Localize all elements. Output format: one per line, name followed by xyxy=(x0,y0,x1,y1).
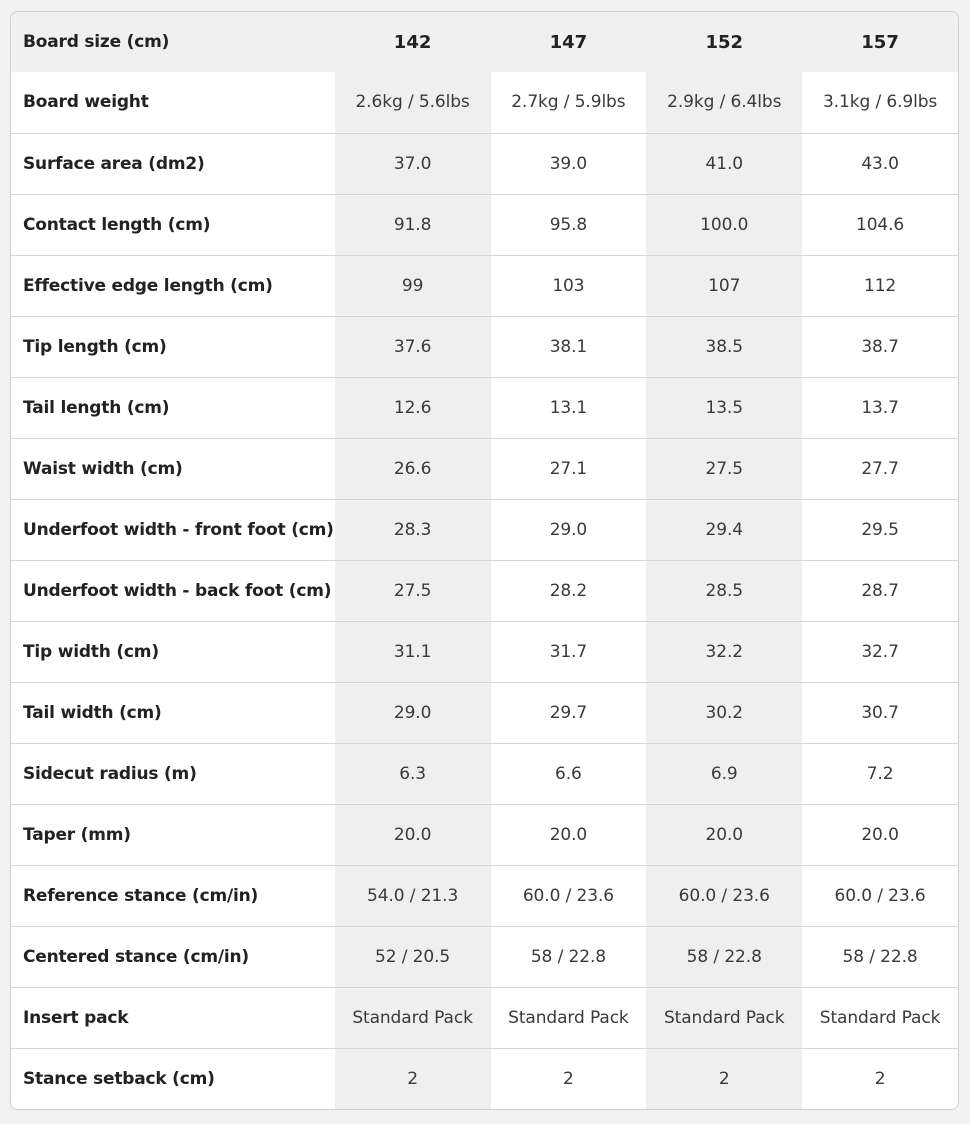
row-label: Underfoot width - front foot (cm) xyxy=(11,499,335,560)
row-label: Reference stance (cm/in) xyxy=(11,865,335,926)
table-row xyxy=(11,865,958,926)
row-label: Board weight xyxy=(11,72,335,133)
cell-size-147: 27.1 xyxy=(491,438,647,499)
cell-size-152: 100.0 xyxy=(646,194,802,255)
row-label: Contact length (cm) xyxy=(11,194,335,255)
table-body xyxy=(11,72,958,1109)
table-row xyxy=(11,560,958,621)
cell-size-157: 28.7 xyxy=(802,560,958,621)
cell-size-142: 26.6 xyxy=(335,438,491,499)
cell-size-152: 2.9kg / 6.4lbs xyxy=(646,72,802,133)
row-label: Tip width (cm) xyxy=(11,621,335,682)
cell-size-147: Standard Pack xyxy=(491,987,647,1048)
cell-size-147: 39.0 xyxy=(491,133,647,194)
table-row xyxy=(11,316,958,377)
table-row xyxy=(11,499,958,560)
cell-size-142: 27.5 xyxy=(335,560,491,621)
header-size-152: 152 xyxy=(705,31,744,53)
cell-size-142: 12.6 xyxy=(335,377,491,438)
cell-size-142: 37.0 xyxy=(335,133,491,194)
cell-size-152: 29.4 xyxy=(646,499,802,560)
row-label: Tip length (cm) xyxy=(11,316,335,377)
cell-size-142: 2 xyxy=(335,1048,491,1109)
cell-size-152: 58 / 22.8 xyxy=(646,926,802,987)
cell-size-157: 60.0 / 23.6 xyxy=(802,865,958,926)
cell-size-157: 3.1kg / 6.9lbs xyxy=(802,72,958,133)
cell-size-142: 31.1 xyxy=(335,621,491,682)
row-label: Sidecut radius (m) xyxy=(11,743,335,804)
row-label: Taper (mm) xyxy=(11,804,335,865)
cell-size-142: 2.6kg / 5.6lbs xyxy=(335,72,491,133)
cell-size-147: 58 / 22.8 xyxy=(491,926,647,987)
table-header-row xyxy=(11,12,958,72)
cell-size-152: 38.5 xyxy=(646,316,802,377)
row-label: Tail width (cm) xyxy=(11,682,335,743)
cell-size-152: 107 xyxy=(646,255,802,316)
cell-size-147: 31.7 xyxy=(491,621,647,682)
cell-size-152: 6.9 xyxy=(646,743,802,804)
row-label: Surface area (dm2) xyxy=(11,133,335,194)
row-label: Stance setback (cm) xyxy=(23,1068,215,1089)
header-size-147: 147 xyxy=(549,31,588,53)
table-row xyxy=(11,377,958,438)
cell-size-157: 38.7 xyxy=(802,316,958,377)
cell-size-152: 28.5 xyxy=(646,560,802,621)
row-label: Underfoot width - back foot (cm) xyxy=(11,560,335,621)
table-row xyxy=(11,72,958,133)
cell-size-157: 29.5 xyxy=(802,499,958,560)
row-label: Insert pack xyxy=(11,987,335,1048)
cell-size-152: 2 xyxy=(646,1048,802,1109)
cell-size-152: 60.0 / 23.6 xyxy=(646,865,802,926)
cell-size-157: 32.7 xyxy=(802,621,958,682)
cell-size-152: 27.5 xyxy=(646,438,802,499)
cell-size-157: 7.2 xyxy=(802,743,958,804)
cell-size-142: 52 / 20.5 xyxy=(335,926,491,987)
cell-size-157: 20.0 xyxy=(802,804,958,865)
cell-size-142: 99 xyxy=(335,255,491,316)
table-row xyxy=(11,743,958,804)
cell-size-152: 32.2 xyxy=(646,621,802,682)
cell-size-142: Standard Pack xyxy=(335,987,491,1048)
cell-size-147: 20.0 xyxy=(491,804,647,865)
table-row xyxy=(11,804,958,865)
cell-size-147: 95.8 xyxy=(491,194,647,255)
table-row xyxy=(11,682,958,743)
cell-size-157: 2 xyxy=(874,1068,886,1089)
cell-size-157: 30.7 xyxy=(802,682,958,743)
cell-size-142: 28.3 xyxy=(335,499,491,560)
cell-size-147: 13.1 xyxy=(491,377,647,438)
specs-table-container xyxy=(10,11,959,1110)
cell-size-152: 30.2 xyxy=(646,682,802,743)
cell-size-157: 13.7 xyxy=(802,377,958,438)
cell-size-157: 43.0 xyxy=(802,133,958,194)
cell-size-142: 29.0 xyxy=(335,682,491,743)
cell-size-157: 104.6 xyxy=(802,194,958,255)
row-label: Tail length (cm) xyxy=(11,377,335,438)
cell-size-152: 13.5 xyxy=(646,377,802,438)
cell-size-152: Standard Pack xyxy=(646,987,802,1048)
cell-size-147: 38.1 xyxy=(491,316,647,377)
table-row xyxy=(11,926,958,987)
board-specs-table xyxy=(11,12,958,1109)
cell-size-147: 2.7kg / 5.9lbs xyxy=(491,72,647,133)
cell-size-147: 2 xyxy=(563,1068,574,1089)
table-row xyxy=(11,438,958,499)
cell-size-142: 91.8 xyxy=(335,194,491,255)
table-row xyxy=(11,621,958,682)
cell-size-157: 58 / 22.8 xyxy=(802,926,958,987)
cell-size-147: 103 xyxy=(491,255,647,316)
cell-size-142: 37.6 xyxy=(335,316,491,377)
cell-size-142: 20.0 xyxy=(335,804,491,865)
cell-size-152: 41.0 xyxy=(646,133,802,194)
cell-size-157: 27.7 xyxy=(802,438,958,499)
row-label: Waist width (cm) xyxy=(11,438,335,499)
cell-size-147: 29.7 xyxy=(491,682,647,743)
header-size-157: 157 xyxy=(861,31,899,53)
cell-size-147: 28.2 xyxy=(491,560,647,621)
cell-size-157: 112 xyxy=(802,255,958,316)
table-row xyxy=(11,987,958,1048)
header-label: Board size (cm) xyxy=(23,32,170,52)
cell-size-142: 6.3 xyxy=(335,743,491,804)
cell-size-147: 60.0 / 23.6 xyxy=(491,865,647,926)
table-row xyxy=(11,1048,958,1109)
cell-size-152: 20.0 xyxy=(646,804,802,865)
cell-size-147: 29.0 xyxy=(491,499,647,560)
header-size-142: 142 xyxy=(393,31,432,53)
row-label: Effective edge length (cm) xyxy=(11,255,335,316)
row-label: Centered stance (cm/in) xyxy=(11,926,335,987)
table-row xyxy=(11,133,958,194)
cell-size-157: Standard Pack xyxy=(802,987,958,1048)
table-row xyxy=(11,194,958,255)
cell-size-147: 6.6 xyxy=(491,743,647,804)
cell-size-142: 54.0 / 21.3 xyxy=(335,865,491,926)
table-row xyxy=(11,255,958,316)
